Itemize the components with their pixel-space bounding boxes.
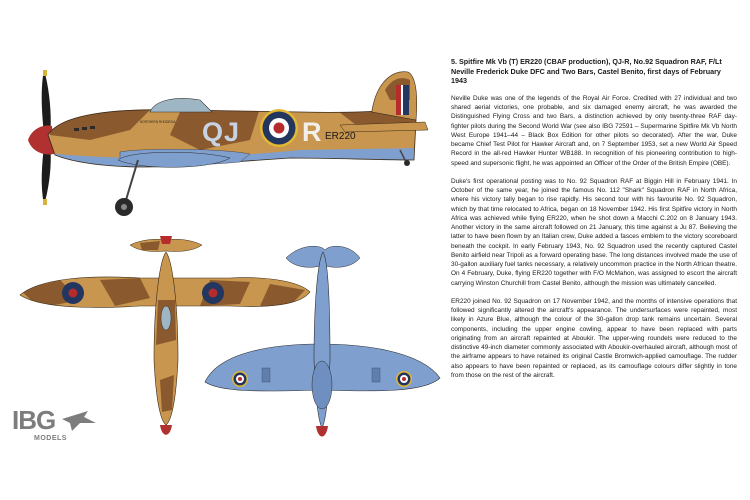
code-letters-left: QJ (202, 117, 241, 147)
drop-tank (118, 152, 230, 167)
logo-name: IBG (12, 405, 56, 435)
nose-art-text: NORTHERN RHODESIA (140, 120, 176, 124)
side-profile (28, 70, 430, 216)
ibg-models-logo (10, 405, 100, 455)
under-view (205, 246, 440, 436)
fuselage-roundel (260, 109, 298, 147)
description-column (451, 57, 737, 389)
paragraph-aircraft: ER220 joined No. 92 Squadron on 17 November 1942, and the months of intensive operations that followed significantly altered the aircraft's appearance. The undersurfaces were repainted, most likely in Azure Blue, although the colour of the 30-gallon drop tank remains uncertain. Several components, including the upper engine cowling, appear to have been replaced with parts originating from an aircraft repainted at Aboukir. The upper-wing roundels were reduced to the distinctive 49-inch diameter commonly associated with Aboukir-overhauled aircraft, although most of the airframe appears to have retained its original Castle Bromwich-applied camouflage. The rudder also appears to have been repainted or replaced, as its camouflage colours differ slightly in tone from those on the rest of the aircraft. (451, 297, 737, 379)
code-letter-right: R (302, 117, 322, 147)
paragraph-biography: Neville Duke was one of the legends of the Royal Air Force. Credited with 27 individual and two shared aerial victories, one probable, and six damaged enemy aircraft, he was awarded the Distinguished Flying Cross and two Bars, a distinction achieved by only twenty-three RAF day-fighter pilots during the Second World War (see also IBG 72591 – Supermarine Spitfire Mk Vb North West Europe 1941–44 – Black Box Edition for other pilots so decorated). After the war, Duke became Chief Test Pilot for Hawker Aircraft and, on 7 September 1953, set a new World Air Speed Record in the all-red Hawker Hunter WB188. In recognition of his pioneering contribution to high-speed and supersonic flight, he was appointed an Officer of the Order of the British Empire (OBE). (451, 94, 737, 167)
paragraph-operations: Duke's first operational posting was to No. 92 Squadron RAF at Biggin Hill in February 1941. In October of the same year, he joined the famous No. 112 "Shark" Squadron RAF in North Africa, where his victory tally began to rise rapidly. His second tour with his favourite No. 92 Squadron, which by that time relocated to Africa, began on 18 November 1942. His first Spitfire victory in North Africa was achieved while flying ER220, when he shot down a Macchi C.202 on 8 January 1943. Another victory in the same aircraft followed on 21 January, this time against a Ju 87. Believing the latter to have been flown by an Italian crew, Duke added a fasces emblem to the victory scoreboard beneath the cockpit. In early February 1943, No. 92 Squadron used the recently captured Castel Benito airfield near Tripoli as a forward operating base. The long distances involved made the use of 30-gallon auxiliary fuel tanks necessary, a relatively uncommon practice in the North African theatre. On 4 February, Duke, flying ER220 together with F/O McMahon, was assigned to escort the aircraft carrying Winston Churchill from Castel Benito, although the mission was ultimately cancelled. (451, 177, 737, 287)
profile-title: 5. Spitfire Mk Vb (T) ER220 (CBAF production), QJ-R, No.92 Squadron RAF, F/Lt Neville Frederick Duke DFC and Two Bars, Castel Benito, first days of February 1943 (451, 57, 722, 86)
serial-number: ER220 (325, 131, 356, 142)
canopy (150, 99, 212, 113)
logo-plane-icon (10, 405, 100, 455)
fin-flash (396, 85, 409, 115)
logo-subtitle: MODELS (34, 435, 67, 442)
